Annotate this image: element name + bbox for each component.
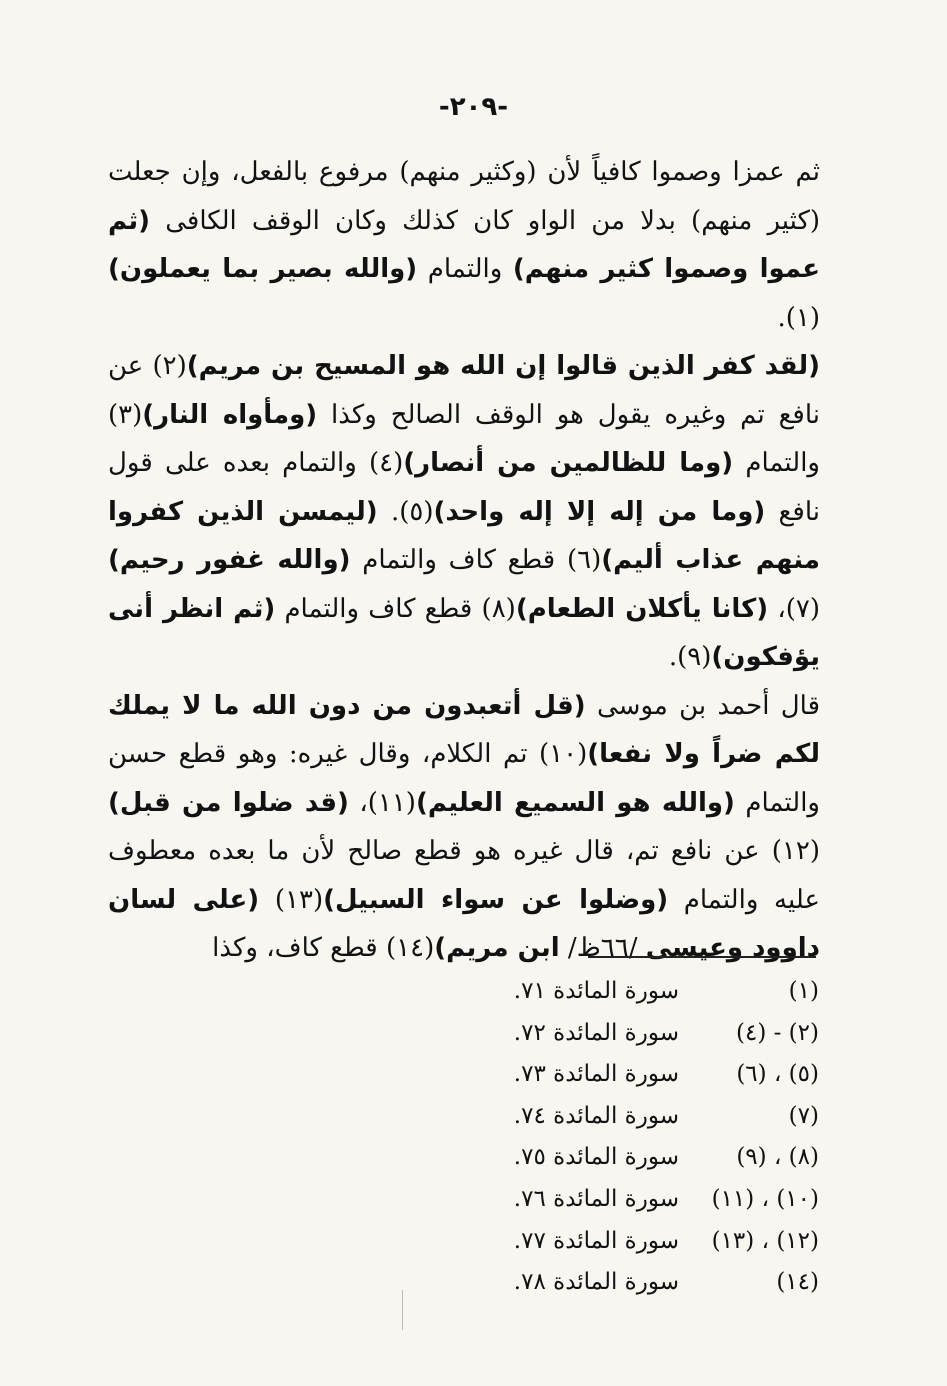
footnote-number: (١) [788, 978, 819, 1004]
page-number: -٢٠٩- [438, 92, 509, 122]
text-segment: (٦) قطع كاف والتمام [350, 545, 602, 575]
quran-quote: (ثم عموا وصموا كثير منهم) [108, 205, 820, 284]
paragraph [108, 342, 820, 682]
quran-quote: (على لسان داوود وعيسى [108, 884, 820, 963]
footnote-reference: سورة المائدة ٧٣. [513, 1061, 679, 1088]
footnote-divider [588, 956, 816, 958]
footnote-reference: سورة المائدة ٧٥. [513, 1144, 679, 1171]
quran-quote: (كانا يأكلان الطعام) [515, 593, 769, 624]
text-segment: /٦٦ظ/ [559, 933, 646, 963]
quran-quote: (قد ضلوا من قبل) [108, 787, 349, 818]
footnote-reference: سورة المائدة ٧٨. [513, 1269, 679, 1296]
text-segment: (٥). [377, 496, 434, 527]
quran-quote: (ومأواه النار) [142, 399, 318, 430]
text-segment: ثم عمزا وصموا كافياً لأن (وكثير منهم) مرفوع بالفعل، وإن جعلت (كثير منهم) بدلا من الواو كان كذلك وكان الوقف الكافى [108, 157, 821, 236]
footnote [0, 1228, 947, 1270]
text-segment: (١٤) قطع كاف، وكذا [212, 933, 435, 963]
text-segment: (١٠) تم الكلام، وقال غيره: وهو قطع حسن والتمام [108, 739, 820, 818]
main-text [108, 148, 820, 973]
footnote-reference: سورة المائدة ٧٦. [513, 1185, 679, 1212]
footnote-reference: سورة المائدة ٧٧. [513, 1227, 679, 1254]
scan-artifact-line [402, 1290, 403, 1330]
footnotes [0, 978, 947, 1311]
paragraph [108, 682, 820, 973]
text-segment: (٢) عن نافع تم وغيره يقول هو الوقف الصالح وكذا [108, 351, 820, 430]
footnote-reference: سورة المائدة ٧٢. [513, 1019, 679, 1046]
footnote-number: (١٢) ، (١٣) [711, 1227, 819, 1254]
text-segment: (٣) والتمام [108, 399, 820, 478]
text-segment: (١١)، [348, 787, 416, 818]
footnote-number: (٧) [788, 1102, 819, 1129]
footnote [0, 1144, 947, 1186]
quran-quote: (والله غفور رحيم) [108, 545, 351, 575]
footnote-number: (١٠) ، (١١) [711, 1185, 819, 1212]
footnote [0, 1186, 947, 1228]
quran-quote: (وضلوا عن سواء السبيل) [323, 884, 669, 915]
quran-quote: (والله بصير بما يعملون) [108, 254, 418, 284]
quran-quote: (والله هو السميع العليم) [415, 787, 735, 818]
quran-quote: ابن مريم) [434, 933, 560, 963]
quran-quote: (وما للظالمين من أنصار) [403, 448, 734, 478]
quran-quote: (لقد كفر الذين قالوا إن الله هو المسيح بن مريم) [186, 351, 820, 381]
footnote-number: (٢) - (٤) [735, 1019, 819, 1046]
footnote [0, 1061, 947, 1103]
quran-quote: (ثم انظر أنى يؤفكون) [108, 593, 820, 672]
quran-quote: (ليمسن الذين كفروا منهم عذاب أليم) [108, 496, 820, 575]
footnote [0, 978, 947, 1020]
text-segment: (١). [777, 302, 820, 333]
text-segment: (١٣) [259, 884, 324, 915]
paragraph [108, 148, 820, 342]
text-segment: (١٢) عن نافع تم، قال غيره هو قطع صالح لأن ما بعده معطوف عليه والتمام [108, 836, 820, 915]
footnote-number: (٨) ، (٩) [736, 1144, 819, 1171]
text-segment: (٨) قطع كاف والتمام [275, 593, 516, 624]
text-segment: قال أحمد بن موسى [585, 690, 820, 721]
footnote-reference: سورة المائدة ٧١. [513, 978, 679, 1004]
text-segment: (٤) والتمام بعده على قول نافع [108, 448, 820, 527]
quran-quote: (وما من إله إلا إله واحد) [433, 496, 766, 527]
footnote [0, 1020, 947, 1062]
footnote-reference: سورة المائدة ٧٤. [513, 1102, 679, 1129]
text-segment: والتمام [417, 254, 513, 284]
footnote-number: (١٤) [776, 1269, 819, 1296]
footnote [0, 1269, 947, 1311]
text-segment: (٩). [668, 642, 712, 672]
footnote [0, 1103, 947, 1145]
text-segment: (٧)، [768, 593, 820, 624]
footnote-number: (٥) ، (٦) [736, 1061, 819, 1088]
quran-quote: (قل أتعبدون من دون الله ما لا يملك لكم ضراً ولا نفعا) [108, 690, 820, 769]
